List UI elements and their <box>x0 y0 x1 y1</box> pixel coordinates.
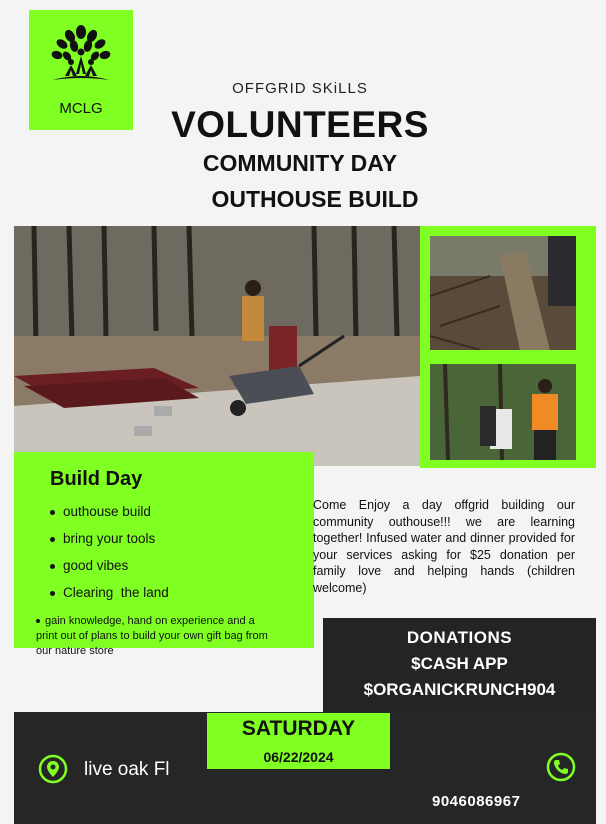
event-day: SATURDAY <box>241 717 356 740</box>
page-title: VOLUNTEERS <box>171 104 429 145</box>
list-item: outhouse build <box>50 504 151 519</box>
list-item: Clearing the land <box>50 585 169 600</box>
bullet-icon <box>50 591 55 596</box>
date-box <box>207 713 390 769</box>
event-description: Come Enjoy a day offgrid building our community outhouse!!! we are learning together! Infused water and dinner provided for your services asking for $25 donation per family love and helping hands (children welcome) <box>313 498 575 595</box>
subtitle-community-day: COMMUNITY DAY <box>202 150 398 176</box>
donations-cashapp: $CASH APP <box>411 654 508 673</box>
donations-box <box>323 618 596 714</box>
bullet-icon <box>50 510 55 515</box>
subtitle-outhouse-build: OUTHOUSE BUILD <box>211 186 419 212</box>
build-day-title: Build Day <box>50 468 143 490</box>
kicker-text: OFFGRID SKiLLS <box>232 80 368 97</box>
main-photo <box>14 226 420 466</box>
bullet-icon <box>50 564 55 569</box>
list-item: bring your tools <box>50 531 155 546</box>
logo <box>29 10 133 130</box>
build-day-box <box>14 452 314 657</box>
event-date: 06/22/2024 <box>263 749 334 765</box>
tree-people-icon <box>43 22 119 94</box>
donations-heading: DONATIONS <box>406 628 513 647</box>
photo-volunteers <box>430 364 576 460</box>
bullet-icon <box>36 619 40 623</box>
bullet-icon <box>50 537 55 542</box>
photo-log-clearing <box>430 236 576 350</box>
donations-handle: $ORGANICKRUNCH904 <box>363 680 556 699</box>
logo-text: MCLG <box>59 100 103 117</box>
location-pin-icon <box>38 754 68 784</box>
list-item: good vibes <box>50 558 128 573</box>
build-day-extra: gain knowledge, hand on experience and a print out of plans to build your own gift bag from our nature store <box>36 615 268 657</box>
phone-icon <box>546 752 576 782</box>
phone-number: 9046086967 <box>432 793 521 810</box>
location-text: live oak Fl <box>84 759 170 780</box>
